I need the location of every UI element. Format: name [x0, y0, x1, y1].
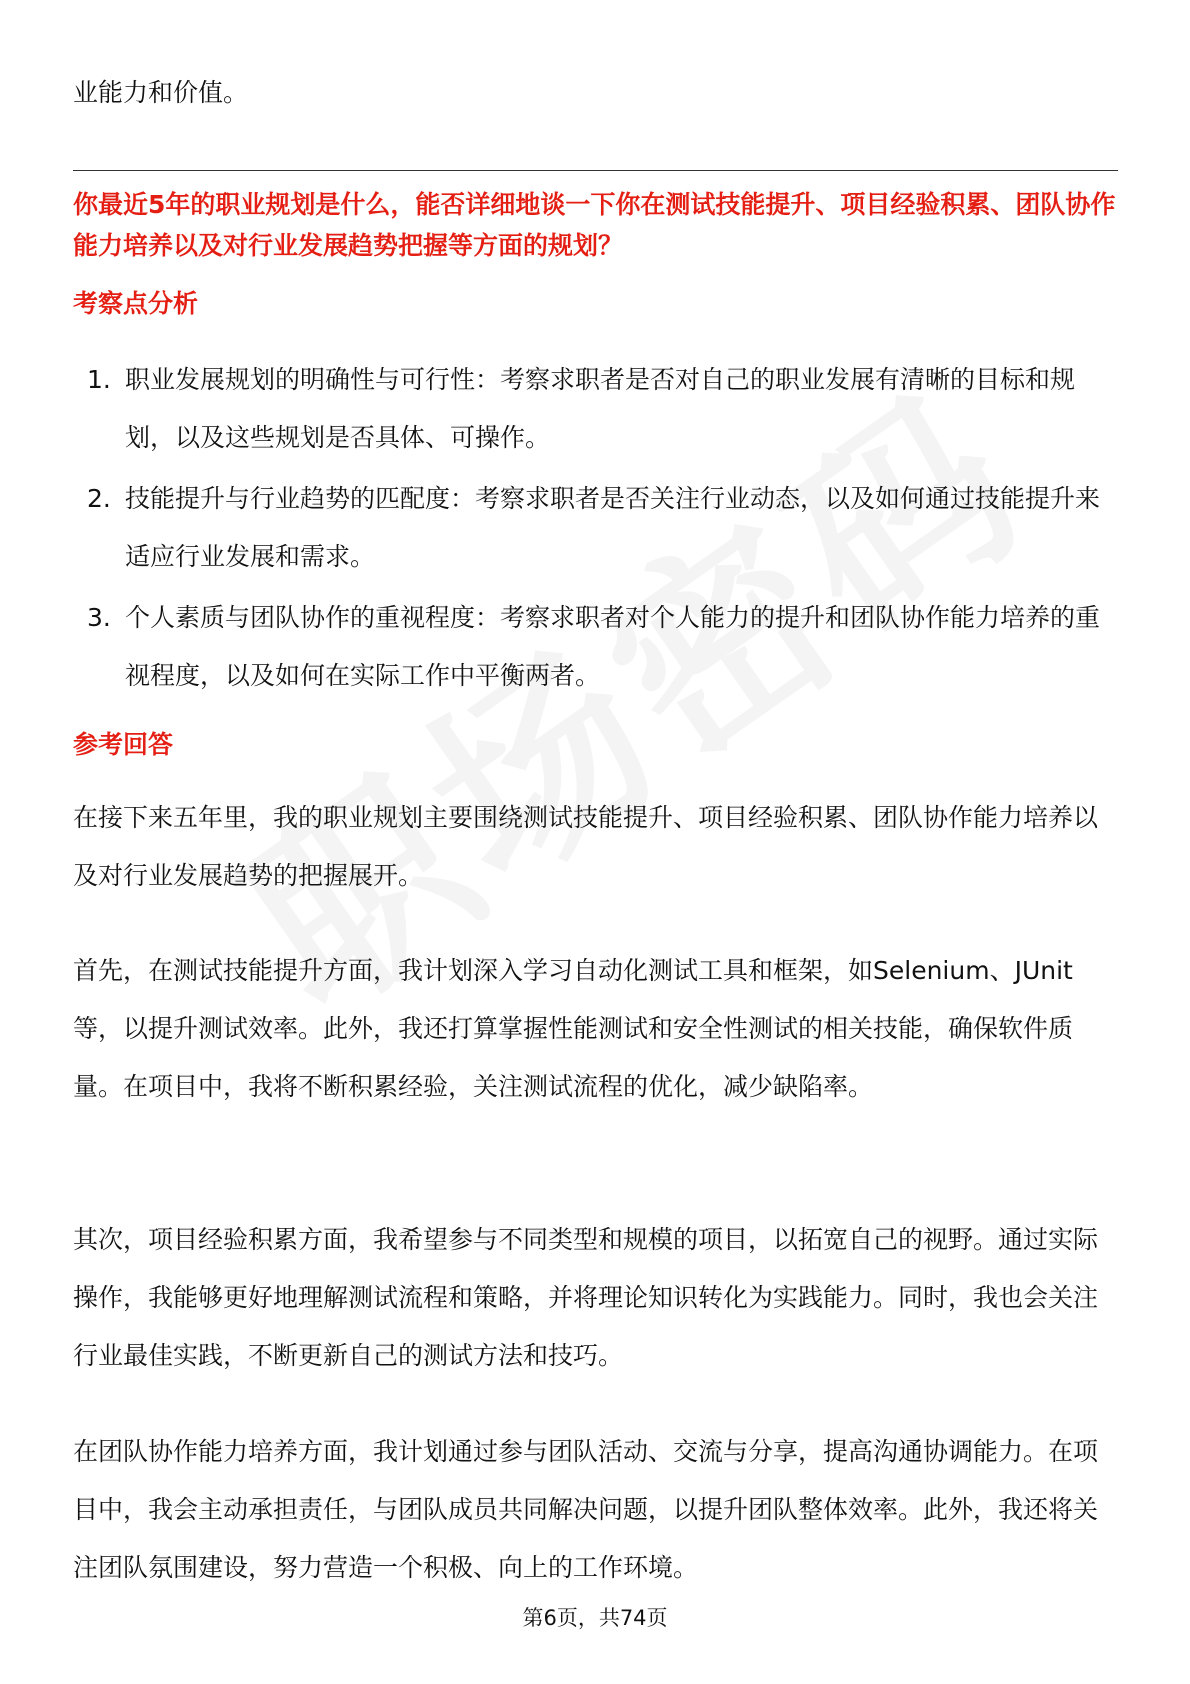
list-item: [73, 470, 1118, 586]
list-item-number: 2.: [87, 484, 111, 513]
continuation-text: 业能力和价值。: [73, 78, 249, 107]
analysis-list: [73, 351, 1118, 708]
list-item-text: 职业发展规划的明确性与可行性：考察求职者是否对自己的职业发展有清晰的目标和规划，以及这些规划是否具体、可操作。: [125, 365, 1076, 452]
answer-paragraph: 在接下来五年里，我的职业规划主要围绕测试技能提升、项目经验积累、团队协作能力培养以及对行业发展趋势的把握展开。: [73, 803, 1099, 890]
list-item-number: 1.: [87, 365, 111, 394]
list-item: [73, 351, 1118, 467]
list-item-text: 技能提升与行业趋势的匹配度：考察求职者是否关注行业动态，以及如何通过技能提升来适应行业发展和需求。: [125, 484, 1101, 571]
page-number: 第6页，共74页: [522, 1606, 668, 1630]
list-item-text: 个人素质与团队协作的重视程度：考察求职者对个人能力的提升和团队协作能力培养的重视程度，以及如何在实际工作中平衡两者。: [125, 603, 1101, 690]
answer-heading: 参考回答: [73, 730, 174, 759]
analysis-heading: 考察点分析: [73, 289, 199, 318]
section-divider: [73, 170, 1118, 171]
answer-paragraph: 其次，项目经验积累方面，我希望参与不同类型和规模的项目，以拓宽自己的视野。通过实际操作，我能够更好地理解测试流程和策略，并将理论知识转化为实践能力。同时，我也会关注行业最佳实践，不断更新自己的测试方法和技巧。: [73, 1225, 1099, 1370]
interview-question: 你最近5年的职业规划是什么，能否详细地谈一下你在测试技能提升、项目经验积累、团队协作能力培养以及对行业发展趋势把握等方面的规划？: [73, 190, 1116, 260]
answer-paragraph: 首先，在测试技能提升方面，我计划深入学习自动化测试工具和框架，如Selenium、JUnit等，以提升测试效率。此外，我还打算掌握性能测试和安全性测试的相关技能，确保软件质量。在项目中，我将不断积累经验，关注测试流程的优化，减少缺陷率。: [73, 956, 1074, 1101]
list-item: [73, 589, 1118, 705]
list-item-number: 3.: [87, 603, 111, 632]
answer-paragraph: 在团队协作能力培养方面，我计划通过参与团队活动、交流与分享，提高沟通协调能力。在项目中，我会主动承担责任，与团队成员共同解决问题，以提升团队整体效率。此外，我还将关注团队氛围建设，努力营造一个积极、向上的工作环境。: [73, 1437, 1099, 1582]
